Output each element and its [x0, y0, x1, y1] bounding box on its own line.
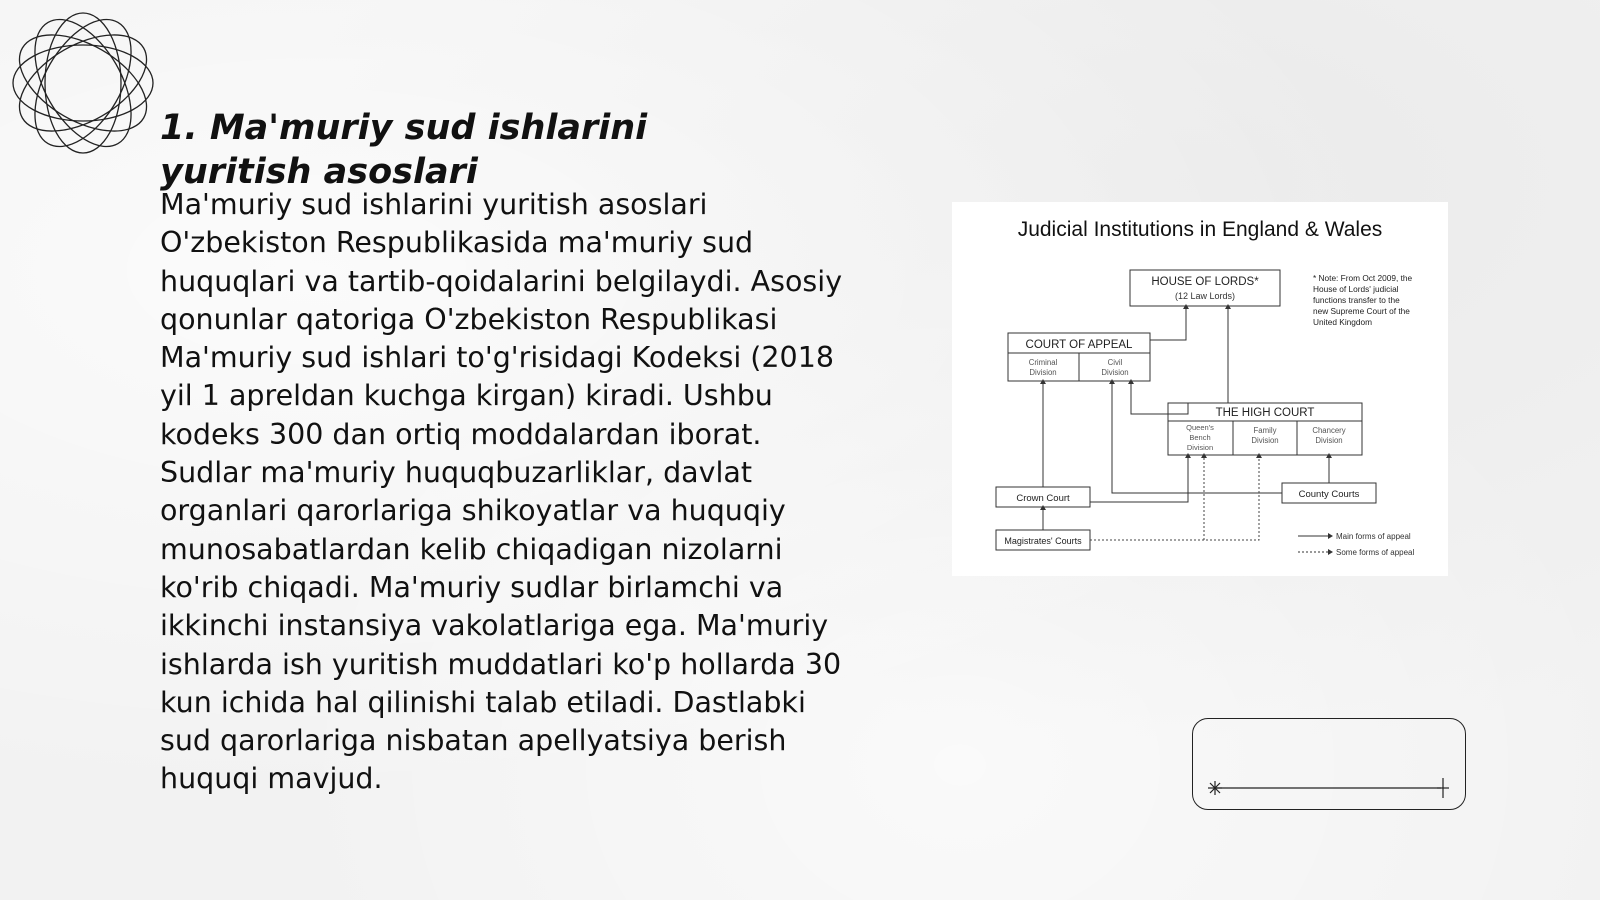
svg-text:Civil: Civil — [1107, 358, 1123, 367]
svg-text:Chancery: Chancery — [1312, 426, 1346, 435]
legend-main: Main forms of appeal — [1336, 532, 1411, 541]
svg-text:Division: Division — [1029, 368, 1057, 377]
svg-text:Division: Division — [1101, 368, 1129, 377]
svg-text:Division: Division — [1315, 436, 1343, 445]
house-of-lords-label: HOUSE OF LORDS* — [1151, 276, 1259, 288]
svg-text:Magistrates' Courts: Magistrates' Courts — [1004, 536, 1082, 546]
decorative-rounded-frame — [1192, 718, 1466, 810]
diagram-note — [1313, 273, 1413, 327]
sparkle-icon — [1208, 781, 1222, 795]
diagram-title: Judicial Institutions in England & Wales — [1017, 218, 1383, 241]
svg-text:new Supreme Court of the: new Supreme Court of the — [1313, 306, 1410, 316]
svg-text:House of Lords' judicial: House of Lords' judicial — [1313, 284, 1399, 294]
house-of-lords-sub: (12 Law Lords) — [1174, 291, 1236, 301]
circle-ornament-icon — [8, 8, 158, 158]
legend-some: Some forms of appeal — [1336, 548, 1415, 557]
svg-text:Division: Division — [1186, 443, 1214, 452]
svg-text:Division: Division — [1251, 436, 1279, 445]
svg-text:United Kingdom: United Kingdom — [1313, 317, 1373, 327]
svg-text:Queen's: Queen's — [1186, 423, 1214, 432]
court-of-appeal-label: COURT OF APPEAL — [1025, 339, 1133, 351]
svg-text:Crown Court: Crown Court — [1016, 493, 1070, 504]
svg-text:Criminal: Criminal — [1028, 358, 1058, 367]
svg-text:* Note: From Oct 2009, the: * Note: From Oct 2009, the — [1313, 273, 1413, 283]
slide-title: 1. Ma'muriy sud ishlarini yuritish asoslari — [160, 108, 648, 192]
slide-body-text: Ma'muriy sud ishlarini yuritish asoslari O'zbekiston Respublikasida ma'muriy sud huquqlari va tartib-qoidalarini belgilaydi. Asosiy qonunlar qatoriga O'zbekiston Respublikasi Ma'muriy sud ishlari to'g'risidagi Kodeksi (2018 yil 1 apreldan kuchga kirgan) kiradi. Ushbu kodeks 300 dan ortiq moddalardan iborat. Sudlar ma'muriy huquqbuzarliklar, davlat organlari qarorlariga shikoyatlar va huquqiy munosabatlardan kelib chiqadigan nizolarni ko'rib chiqadi. Ma'muriy sudlar birlamchi va ikkinchi instansiya vakolatlariga ega. Ma'muriy ishlarda ish yuritish muddatlari ko'p hollarda 30 kun ichida hal qilinishi talab etiladi. Dastlabki sud qarorlariga nisbatan apellyatsiya berish huquqi mavjud. — [160, 188, 843, 796]
svg-text:Family: Family — [1253, 426, 1277, 435]
svg-text:functions transfer to the: functions transfer to the — [1313, 295, 1400, 305]
svg-text:County Courts: County Courts — [1298, 489, 1360, 500]
plus-star-icon — [1437, 778, 1449, 798]
judicial-institutions-diagram — [952, 202, 1448, 576]
high-court-label: THE HIGH COURT — [1215, 407, 1315, 419]
svg-text:Bench: Bench — [1189, 433, 1211, 442]
